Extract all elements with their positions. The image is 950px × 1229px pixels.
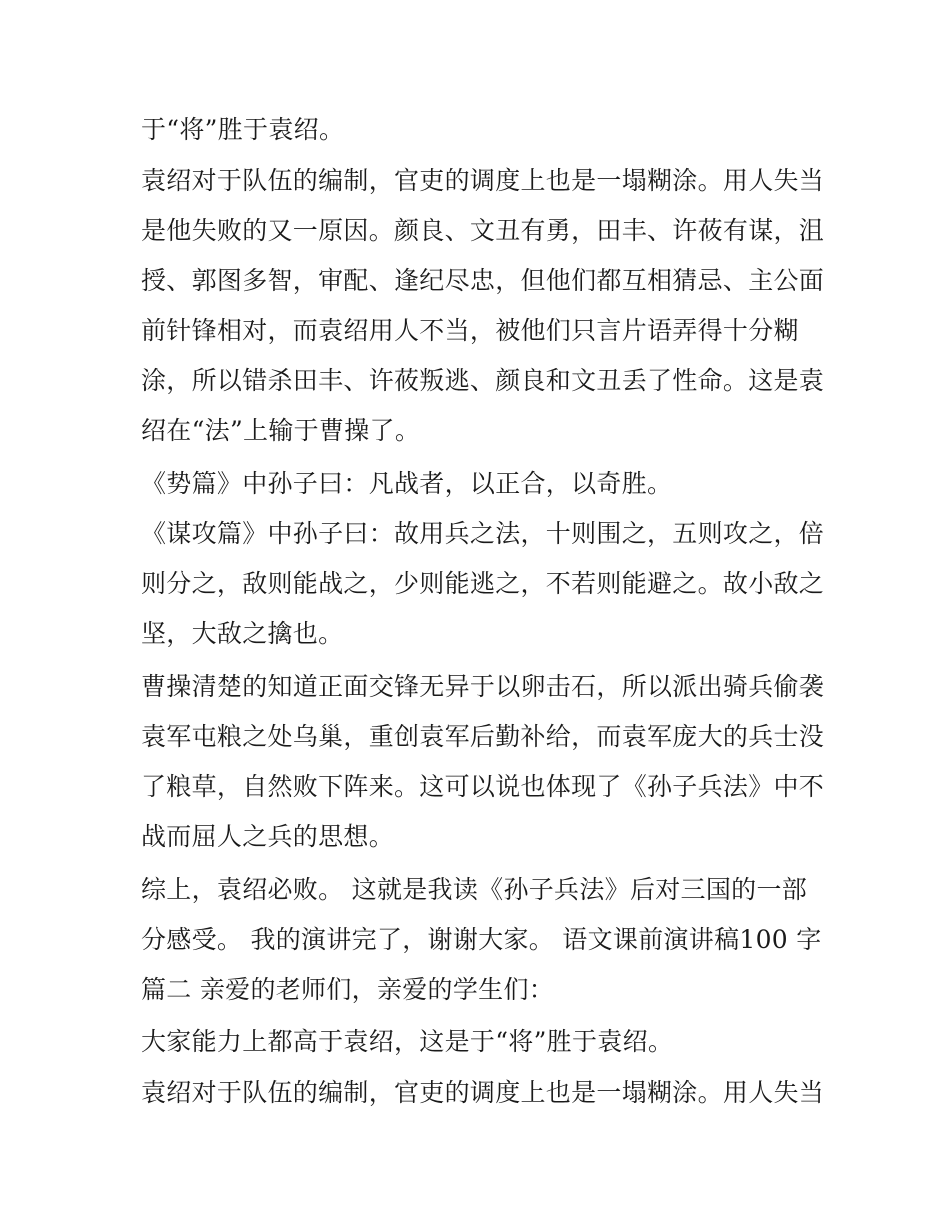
text-line: 是他失败的又一原因。颜良、文丑有勇，田丰、许莜有谋，沮 bbox=[141, 216, 825, 245]
text-line: 分感受。 我的演讲完了，谢谢大家。 语文课前演讲稿100 字 bbox=[141, 925, 822, 954]
text-line: 袁绍对于队伍的编制，官吏的调度上也是一塌糊涂。用人失当 bbox=[141, 166, 825, 195]
text-line: 袁军屯粮之处乌巢，重创袁军后勤补给，而袁军庞大的兵士没 bbox=[141, 722, 825, 751]
text-line: 《势篇》中孙子曰：凡战者，以正合，以奇胜。 bbox=[141, 469, 673, 498]
text-line: 《谋攻篇》中孙子曰：故用兵之法，十则围之，五则攻之，倍 bbox=[141, 519, 825, 548]
text-line: 则分之，敌则能战之，少则能逃之，不若则能避之。故小敌之 bbox=[141, 569, 825, 598]
text-line: 袁绍对于队伍的编制，官吏的调度上也是一塌糊涂。用人失当 bbox=[141, 1078, 825, 1107]
text-line: 涂，所以错杀田丰、许莜叛逃、颜良和文丑丢了性命。这是袁 bbox=[141, 366, 825, 395]
text-line: 篇二 亲爱的老师们，亲爱的学生们： bbox=[141, 975, 555, 1004]
text-line: 绍在“法”上输于曹操了。 bbox=[141, 416, 421, 445]
text-line: 战而屈人之兵的思想。 bbox=[141, 822, 395, 851]
text-line: 综上，袁绍必败。 这就是我读《孙子兵法》后对三国的一部 bbox=[141, 875, 808, 904]
text-line: 了粮草，自然败下阵来。这可以说也体现了《孙子兵法》中不 bbox=[141, 772, 825, 801]
text-line: 于“将”胜于袁绍。 bbox=[141, 115, 345, 144]
text-line: 坚，大敌之擒也。 bbox=[141, 619, 344, 648]
text-line: 大家能力上都高于袁绍，这是于“将”胜于袁绍。 bbox=[141, 1027, 674, 1056]
text-line: 授、郭图多智，审配、逢纪尽忠，但他们都互相猜忌、主公面 bbox=[141, 266, 825, 295]
text-line: 前针锋相对，而袁绍用人不当，被他们只言片语弄得十分糊 bbox=[141, 316, 799, 345]
text-line: 曹操清楚的知道正面交锋无异于以卵击石，所以派出骑兵偷袭 bbox=[141, 672, 825, 701]
